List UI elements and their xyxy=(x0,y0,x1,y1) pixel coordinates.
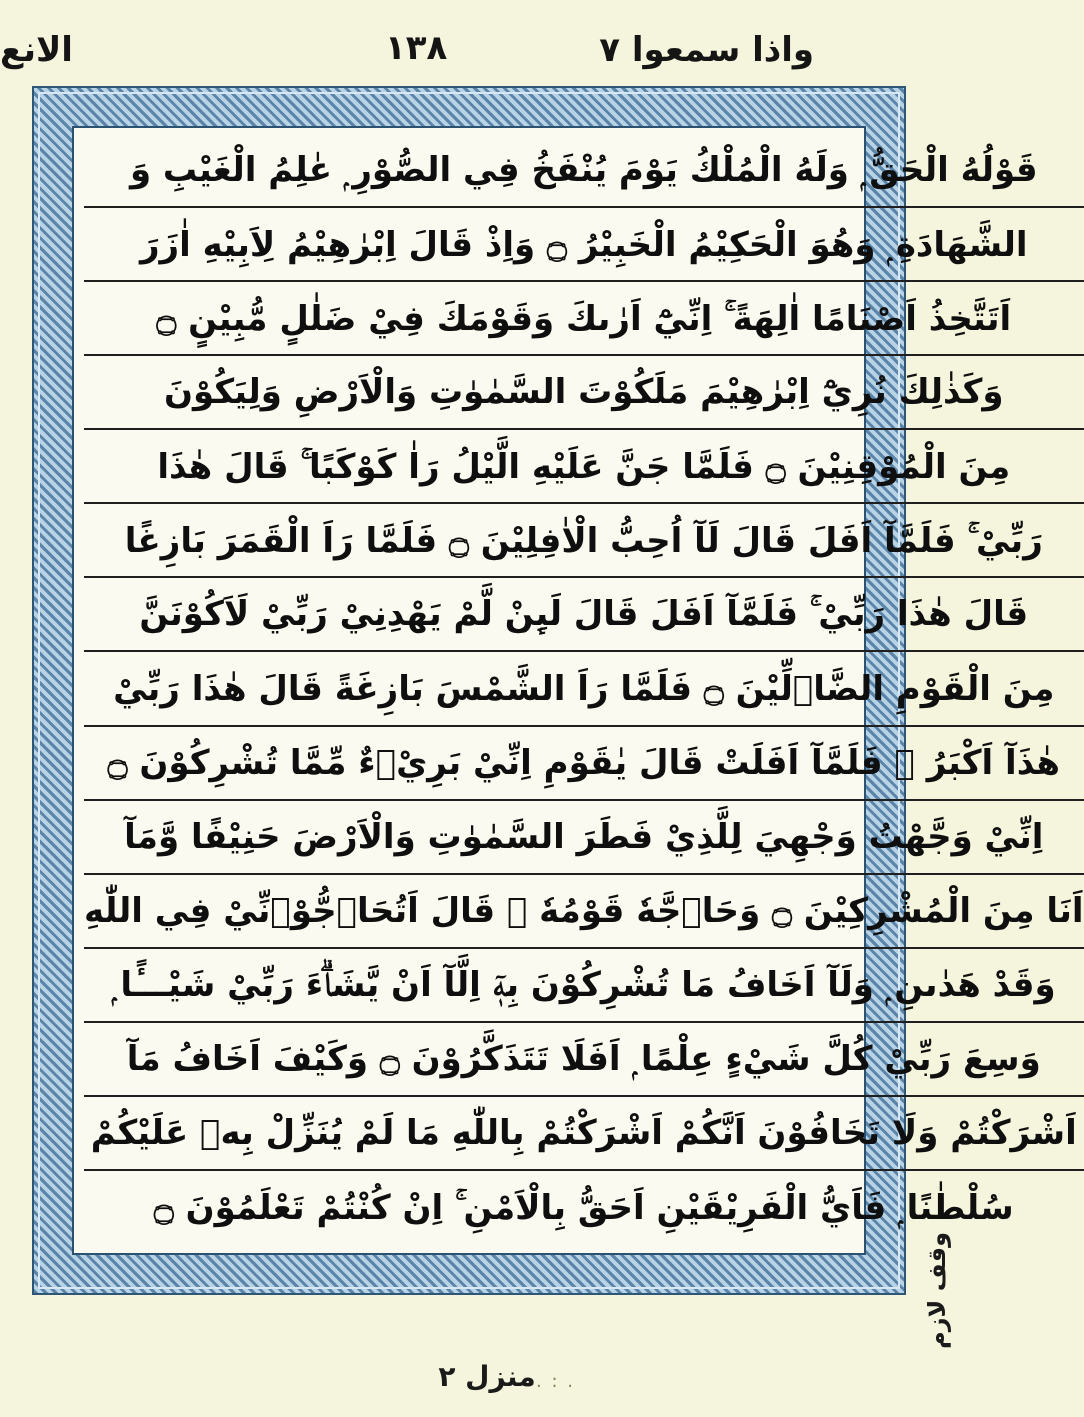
margin-note xyxy=(922,1210,952,1370)
text-line: اَشْرَكْتُمْ وَلَا تَخَافُوْنَ اَنَّكُمْ اَشْرَكْتُمْ بِاللّٰهِ مَا لَمْ يُنَزِّلْ بِهٖ عَلَيْكُمْ xyxy=(84,1097,1084,1171)
text-line: هٰذَآ اَكْبَرُ ۚ فَلَمَّآ اَفَلَتْ قَالَ يٰقَوْمِ اِنِّيْ بَرِيْۗءٌ مِّمَّا تُشْرِكُوْنَ ۝ xyxy=(84,727,1084,801)
text-line: اَنَا مِنَ الْمُشْرِكِيْنَ ۝ وَحَاۗجَّهٗ قَوْمُهٗ ۭ قَالَ اَتُحَاۗجُّوْۗنِّيْ فِي اللّٰهِ xyxy=(84,875,1084,949)
page-number: ١٣٨ xyxy=(385,28,448,68)
text-line: الشَّهَادَةِ ۭ وَهُوَ الْحَكِيْمُ الْخَبِيْرُ ۝ وَاِذْ قَالَ اِبْرٰهِيْمُ لِاَبِيْهِ اٰزَرَ xyxy=(84,208,1084,282)
text-line: رَبِّيْ ۚ فَلَمَّآ اَفَلَ قَالَ لَآ اُحِبُّ الْاٰفِلِيْنَ ۝ فَلَمَّا رَاَ الْقَمَرَ بَازِغًا xyxy=(84,504,1084,578)
text-line: مِنَ الْمُوْقِنِيْنَ ۝ فَلَمَّا جَنَّ عَلَيْهِ الَّيْلُ رَاٰ كَوْكَبًا ۚ قَالَ هٰذَا xyxy=(84,430,1084,504)
text-line: وَقَدْ هَدٰىنِ ۭ وَلَآ اَخَافُ مَا تُشْرِكُوْنَ بِهٖٓ اِلَّآ اَنْ يَّشَاۗءَ رَبِّيْ شَيْـــًٔا ۭ xyxy=(84,949,1084,1023)
text-line: سُلْطٰنًا ۭ فَاَيُّ الْفَرِيْقَيْنِ اَحَقُّ بِالْاَمْنِ ۚ اِنْ كُنْتُمْ تَعْلَمُوْنَ ۝ xyxy=(153,1188,1014,1229)
text-line: وَكَذٰلِكَ نُرِيْٓ اِبْرٰهِيْمَ مَلَكُوْتَ السَّمٰوٰتِ وَالْاَرْضِ وَلِيَكُوْنَ xyxy=(84,356,1084,430)
text-panel xyxy=(72,126,1084,1255)
margin-note-text: وقف لازم xyxy=(923,1231,951,1349)
text-line: اَتَتَّخِذُ اَصْنَامًا اٰلِهَةً ۚ اِنِّيْٓ اَرٰىكَ وَقَوْمَكَ فِيْ ضَلٰلٍ مُّبِيْنٍ ۝ xyxy=(84,282,1084,356)
text-line: مِنَ الْقَوْمِ الضَّاۗلِّيْنَ ۝ فَلَمَّا رَاَ الشَّمْسَ بَازِغَةً قَالَ هٰذَا رَبِّيْ xyxy=(84,652,1084,726)
manzil-label: منزل ٢ xyxy=(438,1360,536,1393)
text-line: اِنِّيْ وَجَّهْتُ وَجْهِيَ لِلَّذِيْ فَطَرَ السَّمٰوٰتِ وَالْاَرْضَ حَنِيْفًا وَّمَآ xyxy=(84,801,1084,875)
juz-header-title: الانع xyxy=(0,30,73,70)
surah-header-title: واذا سمعوا ٧ xyxy=(599,30,814,70)
text-line: قَوْلُهُ الْحَقُّ ۭ وَلَهُ الْمُلْكُ يَوْمَ يُنْفَخُ فِي الصُّوْرِ ۭ عٰلِمُ الْغَيْبِ وَ xyxy=(84,134,1084,208)
text-line: قَالَ هٰذَا رَبِّيْ ۚ فَلَمَّآ اَفَلَ قَالَ لَىِٕنْ لَّمْ يَهْدِنِيْ رَبِّيْ لَاَكُوْنَنَّ xyxy=(84,578,1084,652)
text-line: وَسِعَ رَبِّيْ كُلَّ شَيْءٍ عِلْمًا ۭ اَفَلَا تَتَذَكَّرُوْنَ ۝ وَكَيْفَ اَخَافُ مَآ xyxy=(84,1023,1084,1097)
footer-ornament: . : . xyxy=(536,1371,575,1392)
quran-lines xyxy=(84,134,1084,1245)
